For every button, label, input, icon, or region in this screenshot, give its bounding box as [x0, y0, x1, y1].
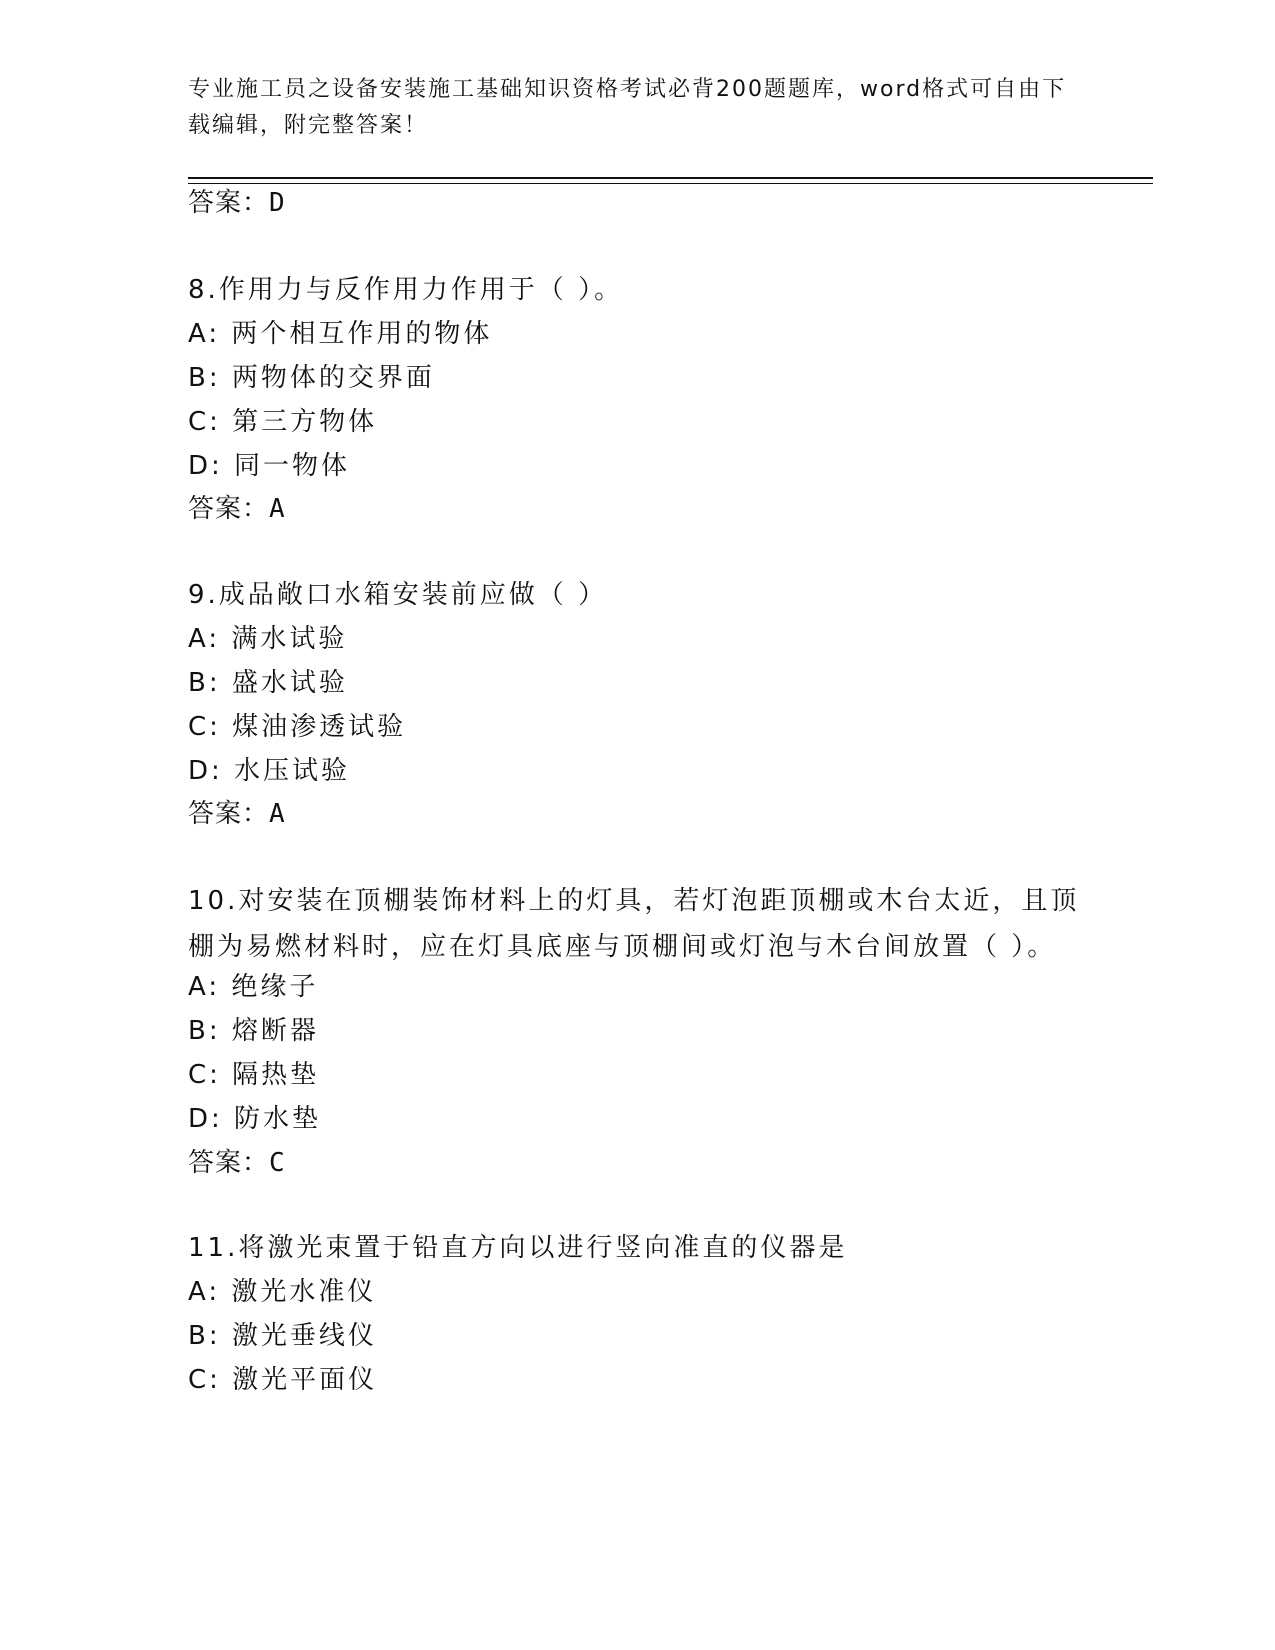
option-a: A: 两个相互作用的物体	[188, 319, 493, 349]
option-b: B: 盛水试验	[188, 668, 348, 698]
option-b: B: 两物体的交界面	[188, 363, 435, 393]
option-c: C: 第三方物体	[188, 407, 378, 437]
question-stem: 9.成品敞口水箱安装前应做（ ）	[188, 580, 608, 610]
question-stem: 8.作用力与反作用力作用于（ ）。	[188, 275, 624, 305]
option-d: D: 水压试验	[188, 756, 351, 786]
answer-label: 答案：	[188, 799, 270, 829]
option-c: C: 煤油渗透试验	[188, 712, 407, 742]
answer-line	[188, 492, 286, 526]
answer-line	[188, 186, 286, 220]
answer-label: 答案：	[188, 494, 270, 524]
option-b: B: 激光垂线仪	[188, 1321, 377, 1351]
answer-value: A	[269, 799, 286, 829]
document-header: 专业施工员之设备安装施工基础知识资格考试必背200题题库，word格式可自由下载编辑，附完整答案！	[188, 77, 1067, 138]
answer-label: 答案：	[188, 188, 270, 218]
option-a: A: 绝缘子	[188, 972, 319, 1002]
answer-line	[188, 1146, 286, 1180]
option-b: B: 熔断器	[188, 1016, 319, 1046]
header-rule-thick	[188, 177, 1153, 179]
answer-line	[188, 797, 286, 831]
option-c: C: 隔热垫	[188, 1060, 320, 1090]
option-a: A: 激光水准仪	[188, 1277, 377, 1307]
answer-label: 答案：	[188, 1148, 270, 1178]
header-rule-thin	[188, 183, 1153, 184]
answer-value: D	[269, 188, 286, 218]
question-stem: 10.对安装在顶棚装饰材料上的灯具，若灯泡距顶棚或木台太近，且顶棚为易燃材料时，应在灯具底座与顶棚间或灯泡与木台间放置（ ）。	[188, 886, 1080, 962]
answer-value: C	[269, 1148, 286, 1178]
answer-value: A	[269, 494, 286, 524]
option-d: D: 同一物体	[188, 451, 351, 481]
option-d: D: 防水垫	[188, 1104, 322, 1134]
option-a: A: 满水试验	[188, 624, 348, 654]
question-stem: 11.将激光束置于铅直方向以进行竖向准直的仪器是	[188, 1233, 848, 1263]
option-c: C: 激光平面仪	[188, 1365, 378, 1395]
